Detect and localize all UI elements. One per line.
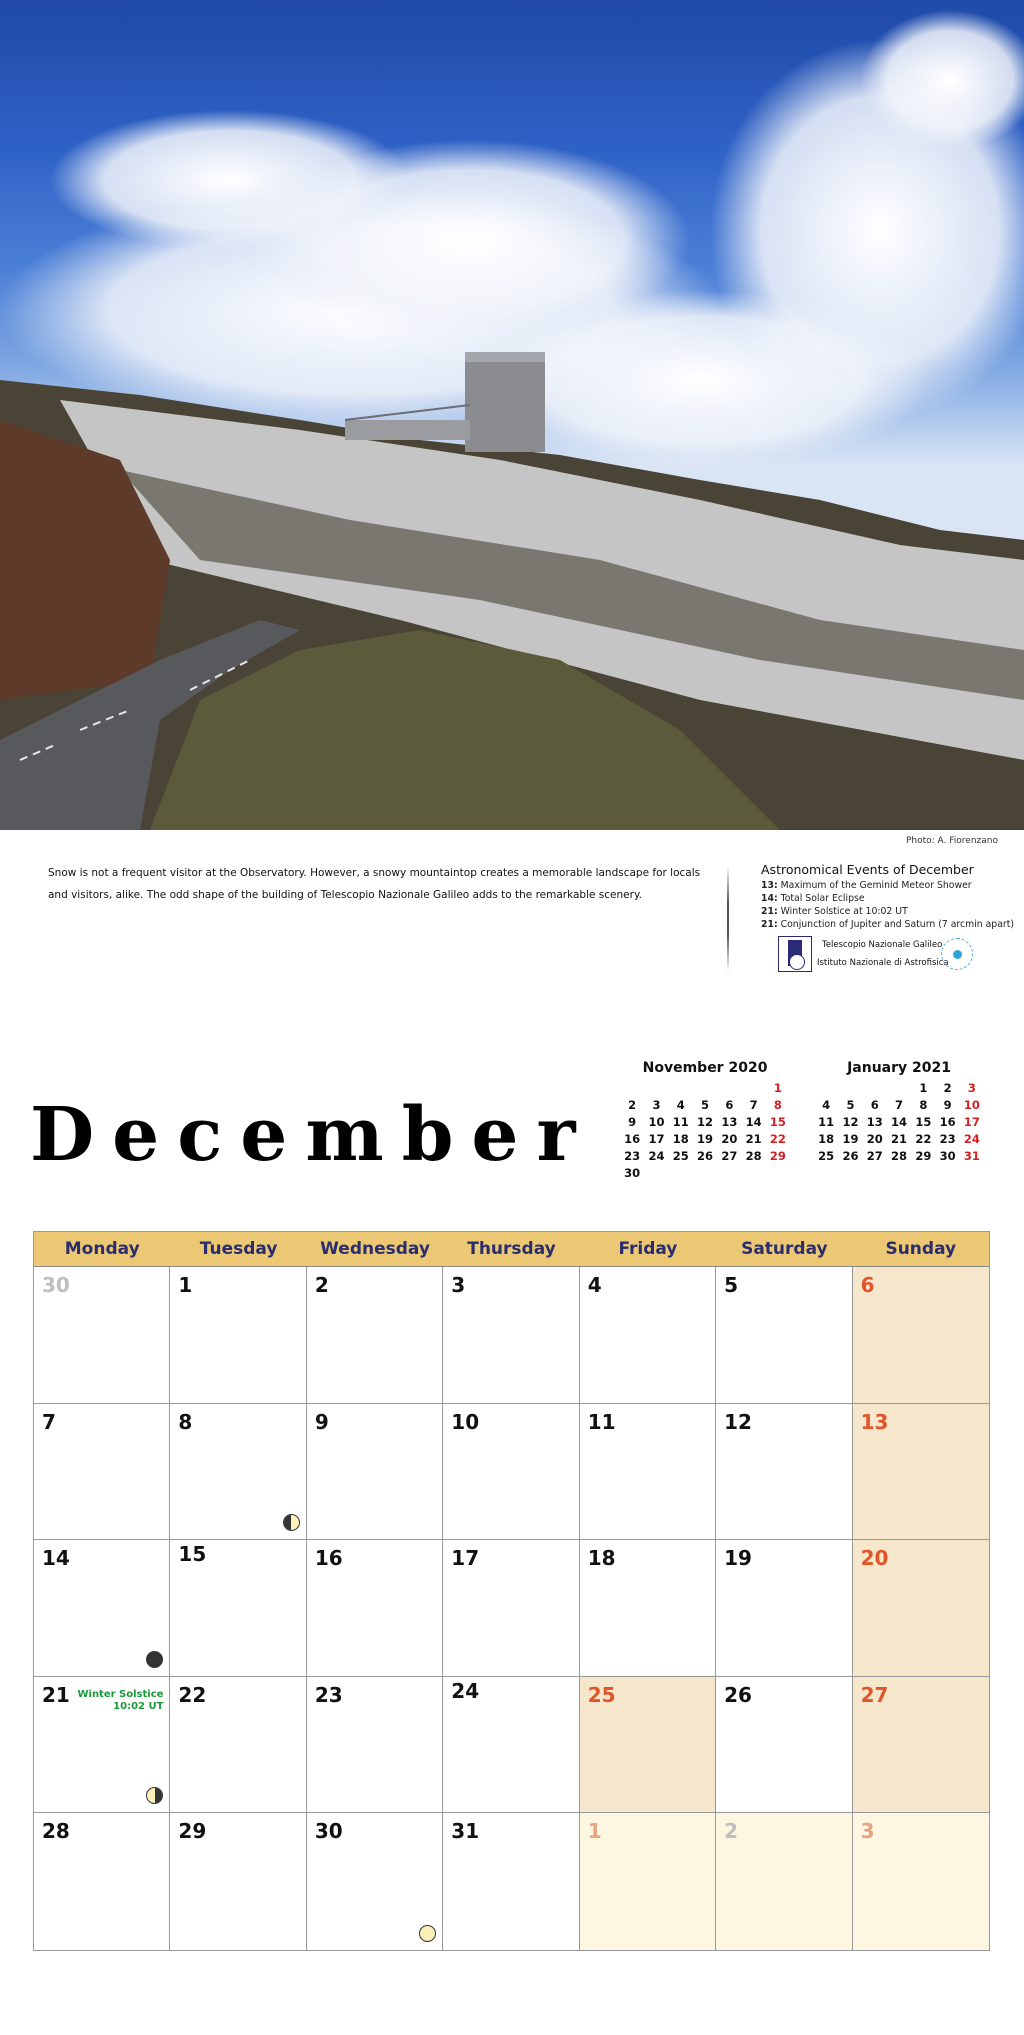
last-moon-phase-icon — [283, 1514, 300, 1531]
mini-day: 6 — [725, 1098, 734, 1112]
day-cell[interactable] — [853, 1813, 989, 1950]
mini-calendar-title: November 2020 — [642, 1060, 768, 1076]
mini-day: 29 — [769, 1149, 786, 1163]
mini-day: 26 — [842, 1149, 859, 1163]
mini-calendar-title: January 2021 — [847, 1060, 951, 1076]
mini-day: 10 — [648, 1115, 665, 1129]
mini-day: 9 — [628, 1115, 637, 1129]
weekday-wednesday: Wednesday — [320, 1239, 430, 1259]
event-item: 21: Winter Solstice at 10:02 UT — [761, 906, 908, 917]
day-number: 2 — [724, 1819, 739, 1844]
day-number: 23 — [314, 1682, 343, 1707]
day-note-line: Winter Solstice — [77, 1688, 164, 1700]
day-number: 4 — [587, 1273, 602, 1297]
weekday-thursday: Thursday — [467, 1239, 556, 1259]
mini-day: 23 — [939, 1132, 956, 1146]
day-cell[interactable] — [34, 1267, 170, 1404]
mini-day: 3 — [652, 1098, 661, 1112]
mini-day: 7 — [895, 1098, 904, 1112]
day-number: 26 — [724, 1682, 752, 1707]
day-note-line: 10:02 UT — [113, 1700, 164, 1712]
mini-day: 16 — [939, 1115, 956, 1129]
mini-calendar-next — [814, 1060, 984, 1165]
day-cell[interactable] — [580, 1267, 716, 1404]
day-cell[interactable] — [443, 1677, 579, 1814]
day-number: 6 — [860, 1273, 875, 1297]
mini-calendar-previous — [620, 1060, 790, 1182]
mini-day: 8 — [919, 1098, 928, 1112]
mini-day: 11 — [818, 1115, 835, 1129]
day-number: 21 — [42, 1682, 70, 1707]
day-cell[interactable] — [716, 1540, 852, 1677]
mini-day: 7 — [749, 1098, 758, 1112]
day-cell[interactable] — [443, 1813, 579, 1950]
day-cell[interactable] — [170, 1267, 306, 1404]
mini-day: 3 — [967, 1081, 976, 1095]
mini-day: 5 — [846, 1098, 855, 1112]
mini-calendar-grid — [620, 1080, 790, 1182]
day-number: 10 — [451, 1409, 480, 1434]
mini-day: 6 — [870, 1098, 879, 1112]
day-cell[interactable] — [307, 1813, 443, 1950]
mini-day: 4 — [676, 1098, 685, 1112]
mini-day-empty — [814, 1080, 838, 1097]
mini-day: 25 — [818, 1149, 835, 1163]
mini-day-empty — [863, 1080, 887, 1097]
day-cell[interactable] — [170, 1813, 306, 1950]
day-number: 28 — [42, 1819, 70, 1844]
mini-day: 28 — [745, 1149, 762, 1163]
mini-day: 2 — [628, 1098, 637, 1112]
mini-day: 12 — [697, 1115, 714, 1129]
day-number: 1 — [587, 1819, 602, 1844]
day-number: 16 — [314, 1546, 343, 1571]
mini-day: 24 — [648, 1149, 665, 1163]
day-cell[interactable] — [307, 1267, 443, 1404]
mini-day: 14 — [745, 1115, 762, 1129]
day-number: 1 — [178, 1273, 193, 1297]
mini-day: 18 — [672, 1132, 689, 1146]
mini-day: 12 — [842, 1115, 859, 1129]
mini-day: 17 — [648, 1132, 665, 1146]
mini-day: 19 — [697, 1132, 714, 1146]
day-cell[interactable] — [853, 1404, 989, 1541]
mini-day: 29 — [915, 1149, 932, 1163]
day-number: 14 — [42, 1546, 70, 1571]
weekday-sunday: Sunday — [885, 1239, 957, 1259]
mini-day-empty — [669, 1080, 693, 1097]
mini-day: 17 — [963, 1115, 980, 1129]
mini-day: 28 — [891, 1149, 908, 1163]
photo-credit: Photo: A. Fiorenzano — [905, 836, 998, 846]
mini-day-empty — [644, 1080, 668, 1097]
weekday-saturday: Saturday — [741, 1239, 828, 1259]
inaf-name: Istituto Nazionale di Astrofisica — [817, 958, 949, 968]
mini-day: 31 — [963, 1149, 980, 1163]
day-number: 29 — [178, 1819, 207, 1844]
mini-day: 21 — [891, 1132, 908, 1146]
day-cell[interactable] — [170, 1404, 306, 1541]
mini-day: 13 — [721, 1115, 738, 1129]
mini-day: 1 — [919, 1081, 928, 1095]
mini-day: 14 — [891, 1115, 908, 1129]
day-number: 30 — [42, 1273, 70, 1297]
mini-day: 1 — [773, 1081, 782, 1095]
day-note — [77, 1689, 163, 1713]
day-cell[interactable] — [34, 1677, 170, 1814]
day-cell[interactable] — [716, 1404, 852, 1541]
day-cell[interactable] — [853, 1677, 989, 1814]
tng-logo-icon — [778, 936, 812, 972]
divider — [727, 866, 729, 972]
calendar-grid — [34, 1267, 989, 1950]
mini-day: 30 — [624, 1166, 641, 1180]
day-cell[interactable] — [580, 1404, 716, 1541]
mini-day: 23 — [624, 1149, 641, 1163]
mini-day: 4 — [822, 1098, 831, 1112]
mini-day: 30 — [939, 1149, 956, 1163]
mini-day: 9 — [943, 1098, 952, 1112]
day-cell[interactable] — [34, 1813, 170, 1950]
day-number: 7 — [42, 1409, 56, 1434]
day-cell[interactable] — [307, 1677, 443, 1814]
month-title: December — [30, 1092, 594, 1178]
mini-day: 20 — [866, 1132, 883, 1146]
first-moon-phase-icon — [146, 1787, 163, 1804]
mini-day-empty — [741, 1080, 765, 1097]
mini-day: 22 — [769, 1132, 786, 1146]
weekday-header — [34, 1232, 989, 1267]
institution-logos — [776, 936, 996, 976]
mini-day: 10 — [963, 1098, 980, 1112]
mini-day: 15 — [769, 1115, 786, 1129]
mini-day: 18 — [818, 1132, 835, 1146]
mini-day-empty — [887, 1080, 911, 1097]
new-moon-phase-icon — [146, 1651, 163, 1668]
day-number: 19 — [724, 1546, 752, 1571]
day-cell[interactable] — [443, 1267, 579, 1404]
day-number: 24 — [451, 1678, 480, 1703]
day-cell[interactable] — [580, 1540, 716, 1677]
mini-day-empty — [838, 1080, 862, 1097]
day-number: 25 — [587, 1682, 616, 1707]
mini-day: 13 — [866, 1115, 883, 1129]
mini-day: 2 — [943, 1081, 952, 1095]
day-number: 5 — [724, 1273, 739, 1297]
mini-calendar-grid — [814, 1080, 984, 1165]
event-item: 14: Total Solar Eclipse — [761, 893, 865, 904]
full-moon-phase-icon — [419, 1925, 436, 1942]
day-number: 15 — [178, 1542, 207, 1567]
month-calendar — [33, 1231, 990, 1951]
day-number: 31 — [451, 1819, 480, 1844]
day-number: 22 — [178, 1682, 207, 1707]
mini-day: 26 — [697, 1149, 714, 1163]
day-number: 2 — [314, 1273, 329, 1297]
day-number: 18 — [587, 1546, 616, 1571]
mini-day: 27 — [866, 1149, 883, 1163]
mini-day: 27 — [721, 1149, 738, 1163]
mini-day: 5 — [701, 1098, 710, 1112]
day-cell[interactable] — [716, 1267, 852, 1404]
weekday-friday: Friday — [618, 1239, 678, 1259]
day-number: 27 — [860, 1682, 889, 1707]
photo-caption: Snow is not a frequent visitor at the Observatory. However, a snowy mountaintop creates a memorable landscape for locals and visitors, alike. The odd shape of the building of Telescopio Nazionale Galileo adds to the remarkable scenery. — [48, 867, 701, 901]
event-item: 13: Maximum of the Geminid Meteor Shower — [761, 880, 972, 891]
day-cell[interactable] — [307, 1540, 443, 1677]
mini-day: 16 — [624, 1132, 641, 1146]
mini-day-empty — [693, 1080, 717, 1097]
mini-day-empty — [620, 1080, 644, 1097]
day-cell[interactable] — [170, 1540, 306, 1677]
mini-day: 21 — [745, 1132, 762, 1146]
mini-day: 19 — [842, 1132, 859, 1146]
day-number: 30 — [314, 1819, 343, 1844]
day-number: 8 — [178, 1409, 193, 1434]
mini-day: 8 — [773, 1098, 782, 1112]
day-cell[interactable] — [853, 1540, 989, 1677]
day-number: 3 — [451, 1273, 466, 1297]
day-cell[interactable] — [170, 1677, 306, 1814]
events-title: Astronomical Events of December — [761, 862, 974, 877]
day-number: 3 — [860, 1819, 875, 1844]
day-cell[interactable] — [34, 1404, 170, 1541]
inaf-logo-icon — [941, 938, 973, 970]
mini-day: 11 — [672, 1115, 689, 1129]
mini-day: 20 — [721, 1132, 738, 1146]
day-number: 9 — [314, 1409, 329, 1434]
day-number: 17 — [451, 1546, 480, 1571]
event-item: 21: Conjunction of Jupiter and Saturn (7 arcmin apart) — [761, 919, 1015, 930]
day-cell[interactable] — [580, 1677, 716, 1814]
day-number: 12 — [724, 1409, 752, 1434]
day-number: 20 — [860, 1546, 889, 1571]
astronomical-events — [761, 862, 1021, 931]
day-cell[interactable] — [716, 1677, 852, 1814]
weekday-tuesday: Tuesday — [199, 1239, 278, 1259]
day-cell[interactable] — [443, 1540, 579, 1677]
mini-day: 15 — [915, 1115, 932, 1129]
day-cell[interactable] — [307, 1404, 443, 1541]
mini-day-empty — [717, 1080, 741, 1097]
day-cell[interactable] — [443, 1404, 579, 1541]
mini-day: 24 — [963, 1132, 980, 1146]
day-cell[interactable] — [34, 1540, 170, 1677]
mini-day: 22 — [915, 1132, 932, 1146]
tng-name: Telescopio Nazionale Galileo — [822, 940, 943, 950]
day-cell[interactable] — [716, 1813, 852, 1950]
day-cell[interactable] — [853, 1267, 989, 1404]
day-number: 11 — [587, 1409, 616, 1434]
day-cell[interactable] — [580, 1813, 716, 1950]
day-number: 13 — [860, 1409, 889, 1434]
observatory-photo — [0, 0, 1024, 830]
mini-day: 25 — [672, 1149, 689, 1163]
weekday-monday: Monday — [64, 1239, 140, 1259]
